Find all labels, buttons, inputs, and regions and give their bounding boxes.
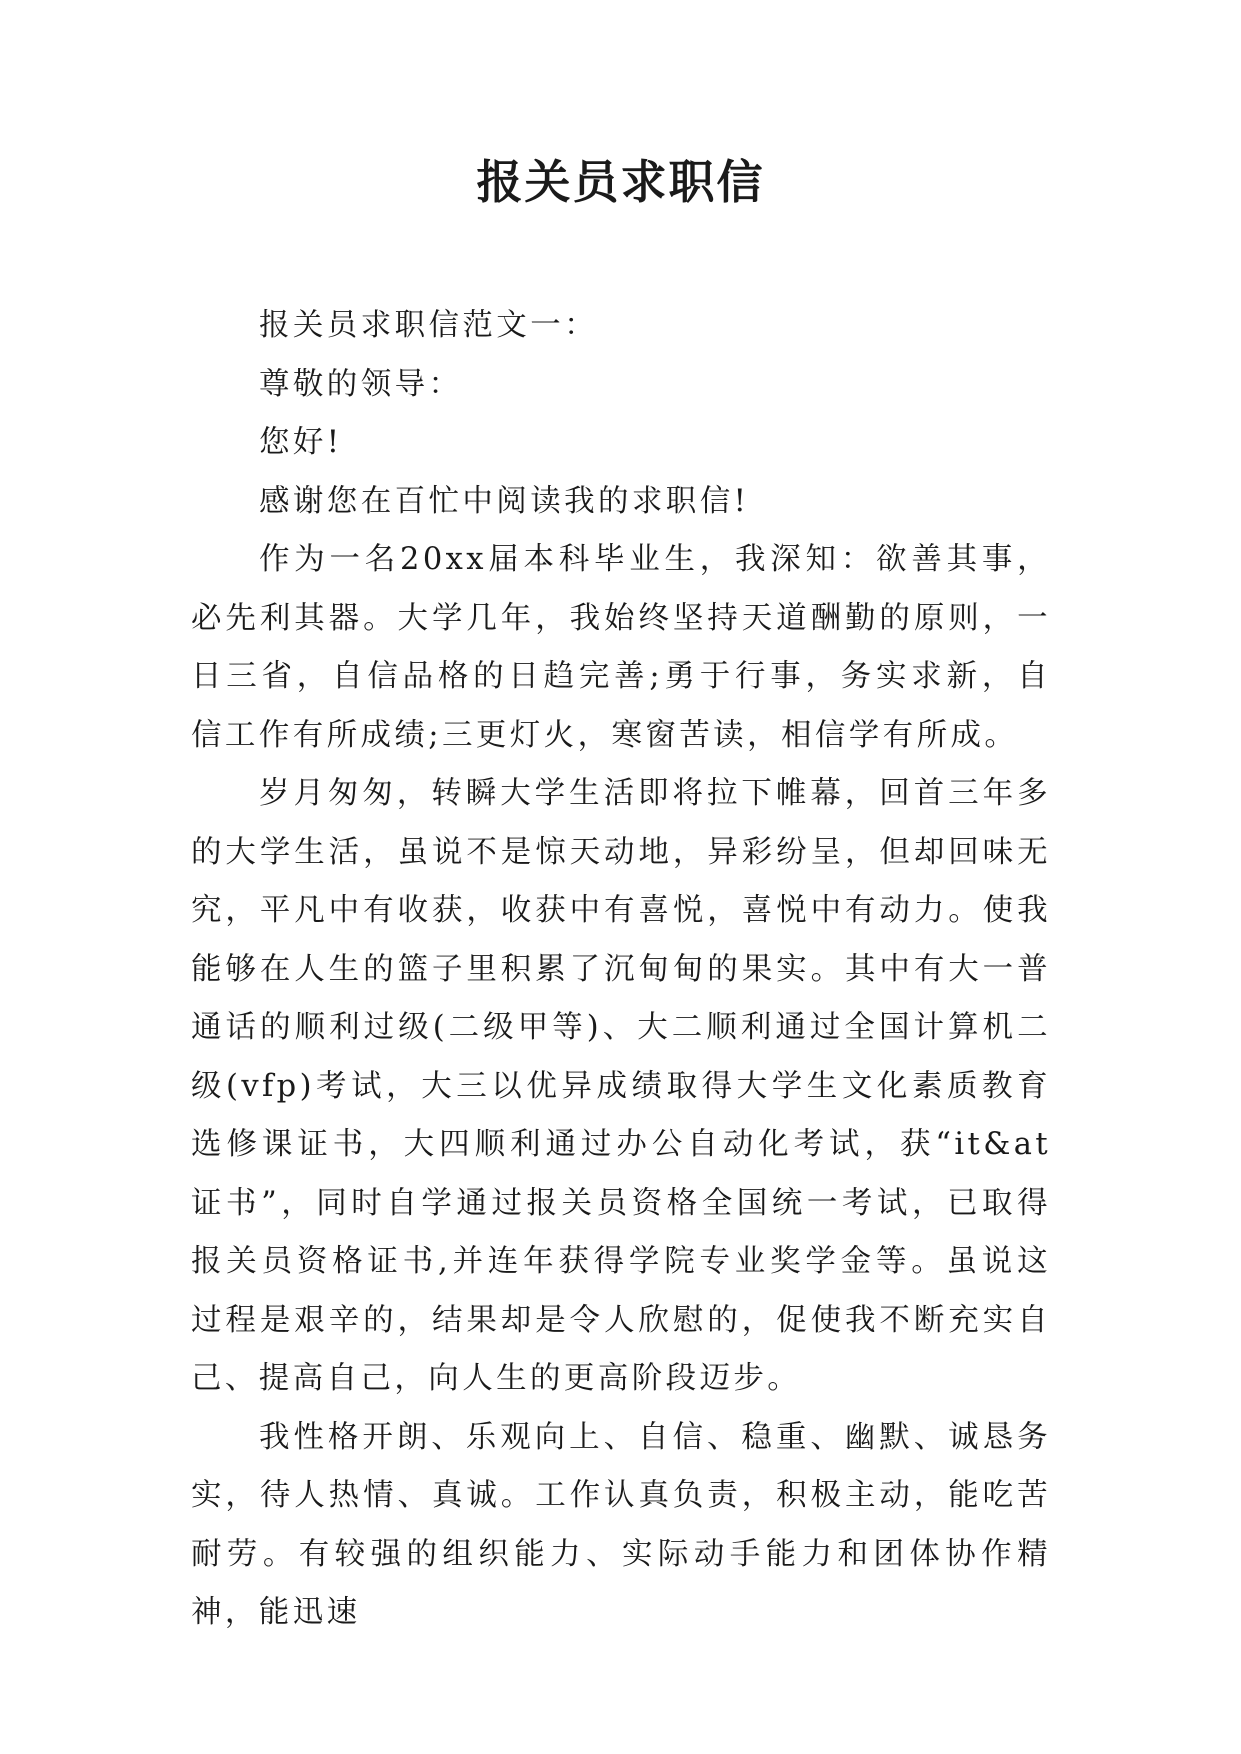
paragraph-personality: 我性格开朗、乐观向上、自信、稳重、幽默、诚恳务实，待人热情、真诚。工作认真负责，积极主动，能吃苦耐劳。有较强的组织能力、实际动手能力和团体协作精神，能迅速 [191,1419,1051,1630]
paragraph-achievements: 岁月匆匆，转瞬大学生活即将拉下帷幕，回首三年多的大学生活，虽说不是惊天动地，异彩纷呈，但却回味无究，平凡中有收获，收获中有喜悦，喜悦中有动力。使我能够在人生的篮子里积累了沉甸甸的果实。其中有大一普通话的顺利过级(二级甲等)、大二顺利通过全国计算机二级(vfp)考试，大三以优异成绩取得大学生文化素质教育选修课证书，大四顺利通过办公自动化考试，获“it&at证书”，同时自学通过报关员资格全国统一考试，已取得报关员资格证书,并连年获得学院专业奖学金等。虽说这过程是艰辛的，结果却是令人欣慰的，促使我不断充实自己、提高自己，向人生的更高阶段迈步。 [191,776,1051,1396]
paragraph-salutation: 尊敬的领导： [259,366,463,402]
paragraph-heading: 报关员求职信范文一： [259,308,598,343]
paragraph-intro: 作为一名20xx届本科毕业生，我深知：欲善其事，必先利其器。大学几年，我始终坚持天道酬勤的原则，一日三省，自信品格的日趋完善;勇于行事，务实求新，自信工作有所成绩;三更灯火，寒窗苦读，相信学有所成。 [191,542,1051,753]
document-title: 报关员求职信 [476,155,765,209]
paragraph-thanks: 感谢您在百忙中阅读我的求职信! [259,483,750,519]
paragraph-greeting: 您好! [259,425,343,460]
letter-body [191,297,1051,1643]
